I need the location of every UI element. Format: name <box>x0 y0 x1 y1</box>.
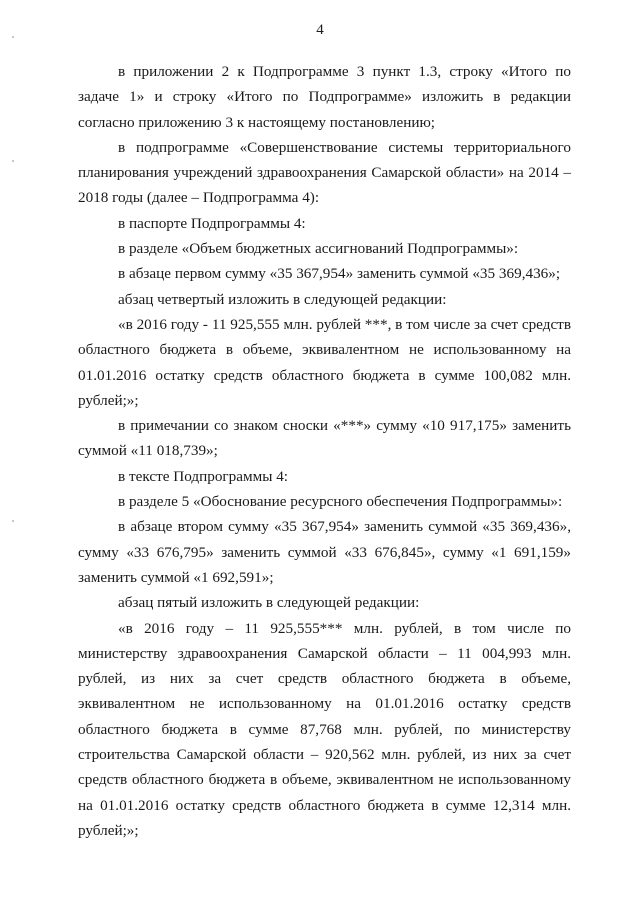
scan-margin-specks <box>12 0 22 905</box>
paragraph-2016-quote: «в 2016 году - 11 925,555 млн. рублей ***, в том числе за счет средств областного бюджета в объеме, эквивалентном не использованному на 01.01.2016 остатку средств областного бюджета в сумме 100,082 млн. рублей;»; <box>78 315 571 409</box>
page-number: 4 <box>316 22 324 38</box>
scan-speck <box>12 160 14 162</box>
paragraph-second-abzac: в абзаце втором сумму «35 367,954» заменить суммой «35 369,436», сумму «33 676,795» заменить суммой «33 676,845», сумму «1 691,159» заменить суммой «1 692,591»; <box>78 518 571 586</box>
paragraph-footnote-note: в примечании со знаком сноски «***» сумму «10 917,175» заменить суммой «11 018,739»; <box>78 417 571 460</box>
paragraph-fifth-abzac: абзац пятый изложить в следующей редакции: <box>118 594 420 612</box>
paragraph-appendix-2: в приложении 2 к Подпрограмме 3 пункт 1.3, строку «Итого по задаче 1» и строку «Итого по Подпрограмме» изложить в редакции согласно приложению 3 к настоящему постановлению; <box>78 63 571 131</box>
paragraph-budget-section: в разделе «Объем бюджетных ассигнований Подпрограммы»: <box>118 240 519 258</box>
paragraph-first-amount: в абзаце первом сумму «35 367,954» заменить суммой «35 369,436»; <box>118 265 561 283</box>
paragraph-subprogram-4-intro: в подпрограмме «Совершенствование системы территориального планирования учреждений здравоохранения Самарской области» на 2014 – 2018 годы (далее – Подпрограмма 4): <box>78 138 571 207</box>
paragraph-fourth-abzac: абзац четвертый изложить в следующей редакции: <box>118 290 447 308</box>
document-body <box>78 59 571 843</box>
paragraph-section-5: в разделе 5 «Обоснование ресурсного обеспечения Подпрограммы»: <box>118 493 563 511</box>
paragraph-2016-detailed-quote: «в 2016 году – 11 925,555*** млн. рублей, в том числе по министерству здравоохранения Самарской области – 11 004,993 млн. рублей, из них за счет средств областного бюджета в объеме, эквивалентном не использованному на 01.01.2016 остатку средств областного бюджета в сумме 87,768 млн. рублей, по министерству строительства Самарской области – 920,562 млн. рублей, из них за счет средств областного бюджета в объеме, эквивалентном не использованному на 01.01.2016 остатку средств областного бюджета в сумме 12,314 млн. рублей;»; <box>78 619 571 839</box>
paragraph-passport: в паспорте Подпрограммы 4: <box>118 214 306 232</box>
paragraph-text-subprogram: в тексте Подпрограммы 4: <box>118 467 289 485</box>
scan-speck <box>12 520 14 522</box>
